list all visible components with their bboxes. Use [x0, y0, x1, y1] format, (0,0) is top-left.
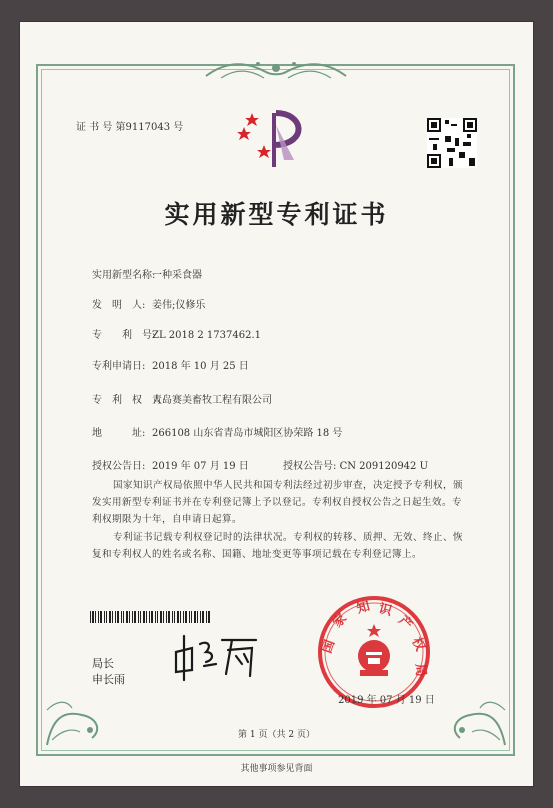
- svg-text:知: 知: [355, 599, 372, 617]
- director-name: 申长雨: [92, 673, 125, 686]
- field-utility-model-name: 实用新型名称:一种采食器: [92, 270, 202, 281]
- director-signature-icon: [170, 630, 260, 682]
- svg-text:局: 局: [412, 663, 429, 678]
- svg-text:国: 国: [319, 638, 339, 656]
- grant-statement: 国家知识产权局依照中华人民共和国专利法经过初步审查，决定授予专利权，颁发实用新型专利证书并在专利登记簿上予以登记。专利权自授权公告之日起生效。专利权期限为十年，自申请日起算。: [92, 480, 464, 525]
- certificate-number: 证 书 号 第9117043 号: [76, 122, 184, 133]
- barcode-icon: [90, 611, 210, 623]
- field-patentee: 专 利 权 人:青岛赛美畜牧工程有限公司: [92, 395, 272, 406]
- top-ornament: [196, 56, 356, 86]
- svg-text:识: 识: [376, 601, 394, 620]
- field-address: 地 址: 266108 山东省青岛市城阳区协荣路 18 号: [92, 428, 343, 439]
- svg-text:家: 家: [330, 611, 351, 631]
- legal-status-statement: 专利证书记载专利权登记时的法律状况。专利权的转移、质押、无效、终止、恢复和专利权人的姓名或名称、国籍、地址变更等事项记载在专利登记簿上。: [92, 532, 464, 560]
- seal-date: 2019 年 07 月 19 日: [338, 695, 435, 706]
- svg-text:产: 产: [395, 613, 415, 634]
- page-number: 第 1 页（共 2 页）: [238, 730, 315, 740]
- field-grant-date: 授权公告日: 2019 年 07 月 19 日: [92, 461, 249, 472]
- cnipa-logo-icon: [234, 105, 312, 173]
- footer-note: 其他事项参见背面: [240, 764, 313, 774]
- field-inventor: 发 明 人: 姜伟;仪修乐: [92, 300, 206, 311]
- certificate-title: 实用新型专利证书: [164, 200, 389, 229]
- field-grant-pubno: 授权公告号: CN 209120942 U: [283, 461, 429, 472]
- director-title: 局长: [92, 657, 114, 670]
- field-patent-number: 专 利 号:ZL 2018 2 1737462.1: [92, 330, 262, 341]
- field-application-date: 专利申请日: 2018 年 10 月 25 日: [92, 361, 249, 372]
- qr-code-icon: [427, 118, 477, 168]
- svg-text:权: 权: [408, 635, 428, 654]
